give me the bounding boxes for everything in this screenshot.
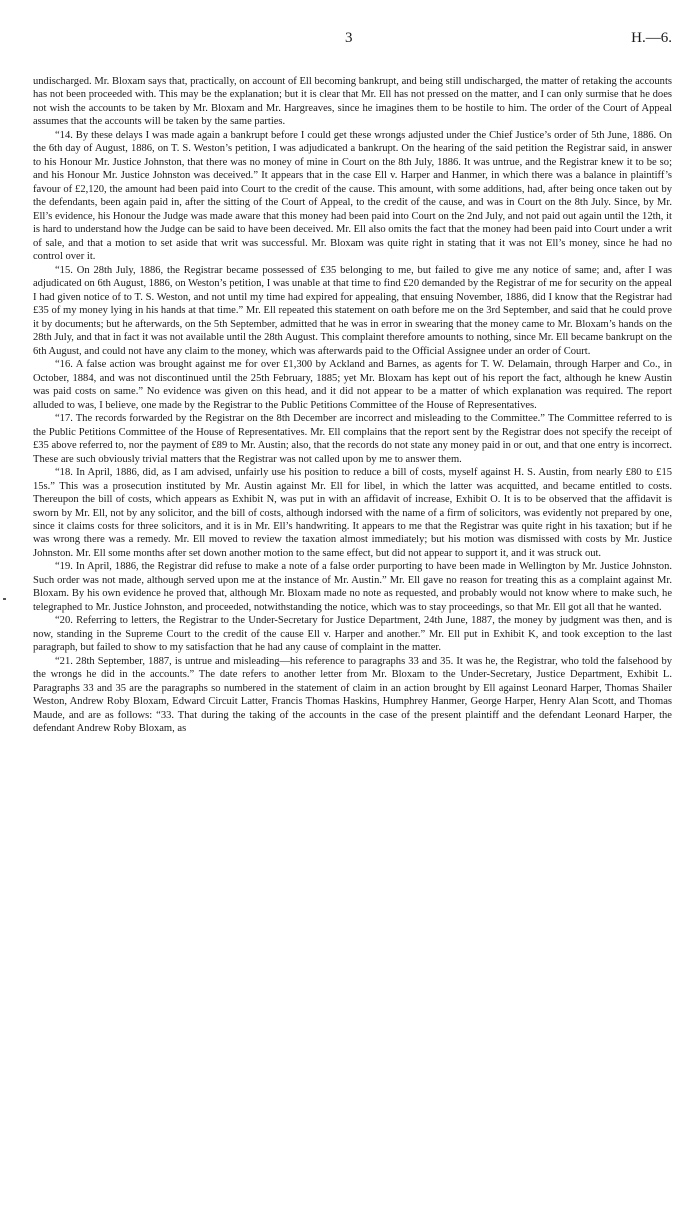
paragraph-18: “18. In April, 1886, did, as I am advised, unfairly use his position to reduce a bill of costs, myself against H. S. Austin, from nearly £80 to £15 15s.” This was a prosecution instituted by Mr. Austin against Mr. Ell for libel, in which the latter was acquitted, and became entitled to costs. Thereupon the bill of costs, which appears as Exhibit N, was put in with an affidavit of increase, Exhibit O. It is to be observed that the affidavit is sworn by Mr. Ell, not by any solicitor, and the bill of costs, although indorsed with the name of a firm of solicitors, was evidently not prepared by one, since it claims costs for three solicitors, and it is in Mr. Ell’s handwriting. It appears to me that the Registrar was quite right in his taxation; but if he was wrong there was a remedy. Mr. Ell moved to review the taxation almost immediately; but his motion was dismissed with costs by Mr. Justice Johnston. Mr. Ell some months after set down another motion to the same effect, but did not appear to support it, and it was struck out. xyxy=(33,467,672,559)
document-reference: H.—6. xyxy=(631,30,672,46)
page-header xyxy=(33,8,672,46)
paragraph-continuation: undischarged. Mr. Bloxam says that, practically, on account of Ell becoming bankrupt, and being still undischarged, the matter of retaking the accounts has not been proceeded with. This may be the explanation; but it is clear that Mr. Ell has not pressed on the matter, and I can only surmise that he does not wish the accounts to be taken by Mr. Bloxam and Mr. Hargreaves, since he imagines them to be hostile to him. The order of the Court of Appeal assumes that the accounts will be taken by the same parties. xyxy=(33,76,672,128)
paragraph-14: “14. By these delays I was made again a bankrupt before I could get these wrongs adjusted under the Chief Justice’s order of 5th June, 1886. On the 6th day of August, 1886, on T. S. Weston’s petition, I was adjudicated a bankrupt. On the hearing of the said petition the Registrar said, in answer to his Honour Mr. Justice Johnston, that there was no money of mine in Court on the 8th July, 1886. It was untrue, and the Registrar knew it to be so; and his Honour Mr. Justice Johnston was deceived.” It appears that in the case Ell v. Harper and Hanmer, in which there was a balance in plaintiff’s favour of £2,120, the amount had been paid into Court to the credit of the cause. This amount, with some additions, had, after being once taken out by the defendants, been again paid in, after the sitting of the Court of Appeal, to the credit of the cause, and was in Court on the 8th July. Since, by Mr. Ell’s evidence, his Honour the Judge was made aware that this money had been paid into Court on the 2nd July, and not paid out again until the 12th, it is hard to understand how the Judge can be said to have been deceived. Mr. Ell also omits the fact that the money had been paid into Court under a writ of sale, and that a motion to set aside that writ was successful. Mr. Bloxam was quite right in stating that it was not Ell’s money, since he had no control over it. xyxy=(33,129,672,263)
paragraph-16: “16. A false action was brought against me for over £1,300 by Ackland and Barnes, as agents for T. W. Delamain, through Harper and Co., in October, 1884, and was not discontinued until the 25th February, 1885; yet Mr. Bloxam has kept out of his report the fact, although he knew Austin was paid costs on same.” No evidence was given on this head, and it did not appear to be a matter of which explanation was required. The report alluded to was, I believe, one made by the Registrar to the Public Petitions Committee of the House of Representatives. xyxy=(33,359,672,411)
paragraph-15: “15. On 28th July, 1886, the Registrar became possessed of £35 belonging to me, but failed to give me any notice of same; and, after I was adjudicated on 6th August, 1886, on Weston’s petition, I was unable at that time to find £20 demanded by the Registrar of me for security on the appeal I had given notice of to T. S. Weston, and not until my time had expired for appealing, that ensuing November, 1886, did I know that the Registrar had £35 of my money lying in his hands at that time.” Mr. Ell repeated this statement on oath before me on the 3rd September, and said that he could prove it by documents; but he afterwards, on the 5th September, admitted that he was in error in swearing that the money came to Mr. Bloxam’s hands on the 28th July, and that in fact it was not available until the 28th August. This complaint therefore amounts to nothing, since Mr. Ell became bankrupt on the 6th August, and could not have any claim to the money, which was afterwards paid to the Official Assignee under an order of Court. xyxy=(33,264,672,357)
margin-mark xyxy=(3,598,6,600)
paragraph-20: “20. Referring to letters, the Registrar to the Under-Secretary for Justice Department, 24th June, 1887, the money by judgment was then, and is now, standing in the Supreme Court to the credit of the cause Ell v. Harper and another.” Mr. Ell put in Exhibit K, and took exception to the last paragraph, but failed to show to my satisfaction that he had any cause of complaint in the matter. xyxy=(33,615,672,654)
body-text xyxy=(33,75,672,736)
paragraph-21: “21. 28th September, 1887, is untrue and misleading—his reference to paragraphs 33 and 35. It was he, the Registrar, who told the falsehood by the wrongs he did in the accounts.” The date refers to another letter from Mr. Bloxam to the Under-Secretary, Justice Department, Exhibit L. Paragraphs 33 and 35 are the paragraphs so numbered in the statement of claim in an action brought by Ell against Leonard Harper, Thomas Shailer Weston, Andrew Roby Bloxam, Edward Circuit Latter, Francis Thomas Haskins, Humphrey Hanmer, George Harper, Henry Alan Scott, and Thomas Maude, and are as follows: “33. That during the taking of the accounts in the case of the present plaintiff and the defendant Leonard Harper, the defendant Andrew Roby Bloxam, as xyxy=(33,655,672,735)
paragraph-19: “19. In April, 1886, the Registrar did refuse to make a note of a false order purporting to have been made in Wellington by Mr. Justice Johnston. Such order was not made, although served upon me at the instance of Mr. Austin.” Mr. Ell gave no reason for treating this as a complaint against Mr. Bloxam. By his own evidence he proved that, although Mr. Bloxam made no note as requested, and probably would not know where to make such, he telegraphed to Mr. Justice Johnston, and proceeded, notwithstanding the notice, which was to stay proceedings, so that Mr. Ell got all that he wanted. xyxy=(33,561,672,613)
page-number: 3 xyxy=(345,30,353,46)
paragraph-17: “17. The records forwarded by the Registrar on the 8th December are incorrect and misleading to the Committee.” The Committee referred to is the Public Petitions Committee of the House of Representatives. Mr. Ell complains that the report sent by the Registrar does not specify the receipt of £35 above referred to, nor the payment of £89 to Mr. Austin; also, that the records do not state any money paid in or out, and that one entry is incorrect. These are such obviously trivial matters that the Registrar was not called upon by me to answer them. xyxy=(33,413,672,465)
